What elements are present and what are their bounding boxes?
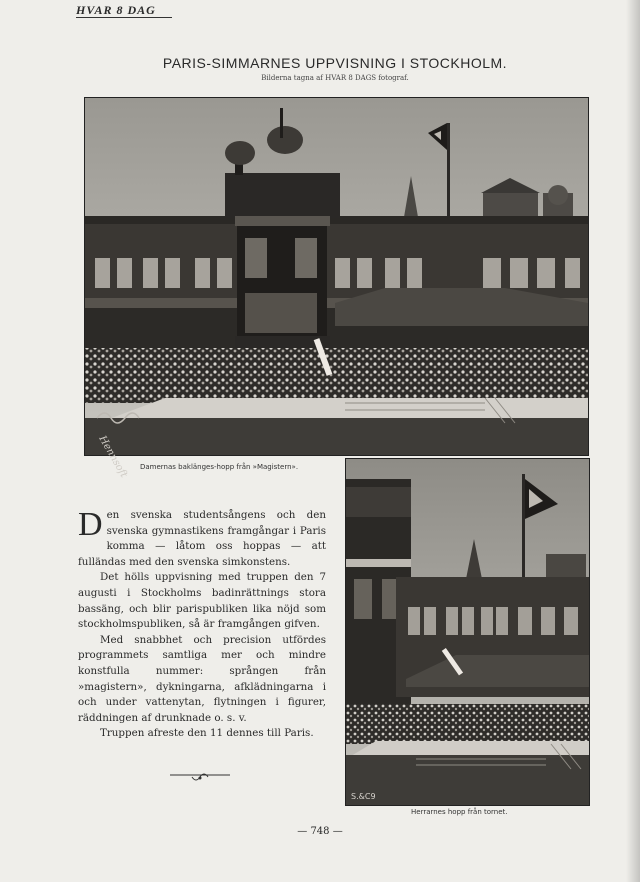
running-head-rule xyxy=(76,17,172,18)
article-paragraph xyxy=(78,508,326,570)
article-paragraph: Truppen afreste den 11 dennes till Paris. xyxy=(100,727,314,740)
page-number: — 748 — xyxy=(297,826,343,837)
printer-mark: S.&C9 xyxy=(351,792,376,801)
drop-cap: D xyxy=(78,506,103,543)
page-edge-shadow xyxy=(626,0,640,882)
paragraph-text: en svenska studentsångens och den svenska gymnastikens framgångar i Paris komma — låtom oss hoppas — att fulländas med den svenska simkonstens. xyxy=(78,509,326,568)
article-title: PARIS-SIMMARNES UPPVISNING I STOCKHOLM. xyxy=(162,55,508,71)
photo-top-caption: Damernas baklänges-hopp från »Magistern». xyxy=(140,463,299,471)
article-paragraph: Med snabbhet och precision utfördes programmets samtliga mer och mindre konstfulla nummer: sprången från »magistern», dykningarna, afklädningarna i och under vattenytan, flytningen i figurer, räddningen af drunknade o. s. v. xyxy=(78,633,326,724)
running-head: HVAR 8 DAG xyxy=(76,3,156,17)
article-paragraph: Det hölls uppvisning med truppen den 7 augusti i Stockholms badinrättnings stora bassäng, och blir parispubliken lika nöjd som stockholmspubliken, så är framgången gifven. xyxy=(78,571,326,631)
photo-swimming-hall-men-tower-dive xyxy=(345,458,590,806)
ornament-flourish-icon xyxy=(170,771,230,783)
photographer-signature: Hennsoft xyxy=(96,434,130,480)
photo-bottom-caption: Herrarnes hopp från tornet. xyxy=(411,808,508,816)
photo-credit: Bilderna tagna af HVAR 8 DAGS fotograf. xyxy=(261,74,409,82)
article-body xyxy=(78,508,326,742)
